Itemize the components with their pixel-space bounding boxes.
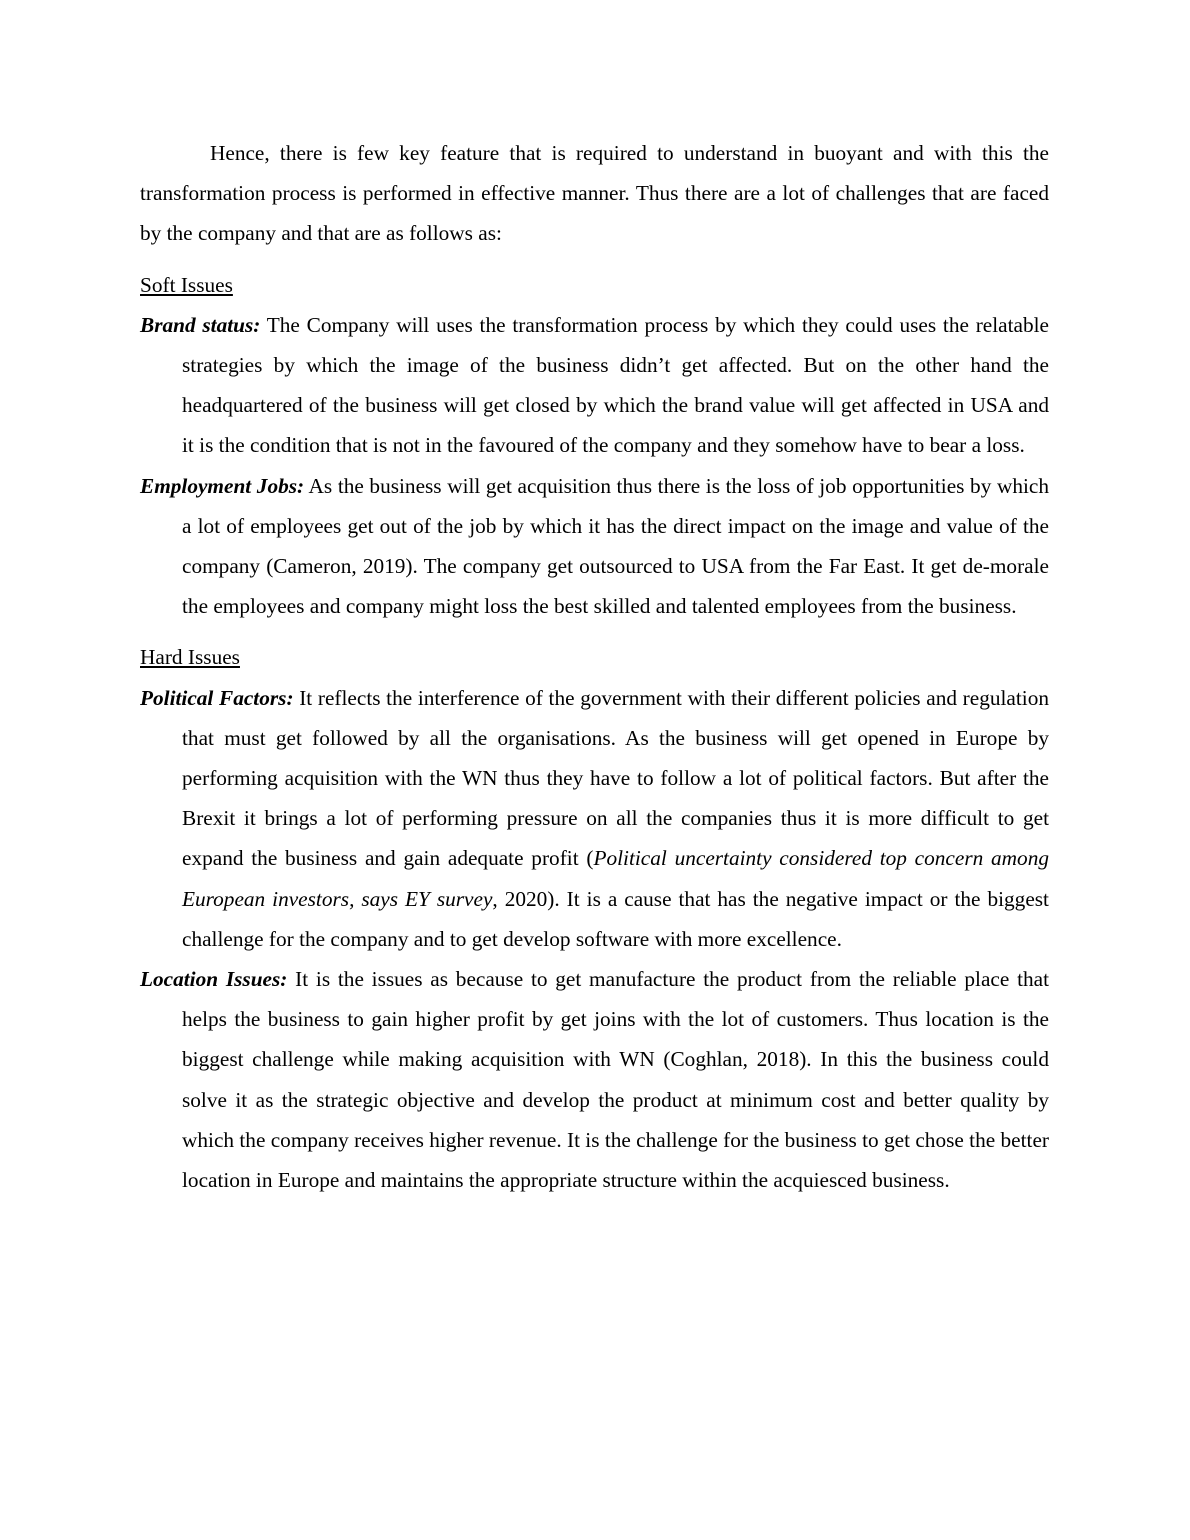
document-page <box>140 133 1049 1200</box>
location-issues-text: It is the issues as because to get manufacture the product from the reliable place that helps the business to gain higher profit by get joins with the lot of customers. Thus location is the biggest challenge while making acquisition with WN (Coghlan, 2018). In this the business could solve it as the strategic objective and develop the product at minimum cost and better quality by which the company receives higher revenue. It is the challenge for the business to get chose the better location in Europe and maintains the appropriate structure within the acquiesced business. <box>182 967 1049 1193</box>
employment-jobs-item <box>140 466 1049 627</box>
soft-issues-heading: Soft Issues <box>140 272 233 297</box>
location-issues-term: Location Issues: <box>140 967 288 992</box>
intro-paragraph: Hence, there is few key feature that is required to understand in buoyant and with this the transformation process is performed in effective manner. Thus there are a lot of challenges that are faced by the company and that are as follows as: <box>140 141 1049 246</box>
hard-issues-heading: Hard Issues <box>140 645 240 670</box>
brand-status-text: The Company will uses the transformation process by which they could uses the relatable strategies by which the image of the business didn’t get affected. But on the other hand the headquartered of the business will get closed by which the brand value will get affected in USA and it is the condition that is not in the favoured of the company and they somehow have to bear a loss. <box>182 312 1049 458</box>
employment-jobs-term: Employment Jobs: <box>140 473 305 498</box>
political-factors-item <box>140 678 1049 959</box>
brand-status-term: Brand status: <box>140 312 261 337</box>
political-factors-term: Political Factors: <box>140 685 294 710</box>
location-issues-item <box>140 959 1049 1200</box>
political-citation-title: Political uncertainty considered top concern among European investors, says EY survey <box>182 846 1049 911</box>
brand-status-item <box>140 305 1049 466</box>
employment-jobs-text: As the business will get acquisition thus there is the loss of job opportunities by which a lot of employees get out of the job by which it has the direct impact on the image and value of the company (Cameron, 2019). The company get outsourced to USA from the Far East. It get de-morale the employees and company might loss the best skilled and talented employees from the business. <box>182 473 1049 619</box>
political-factors-text-before: It reflects the interference of the government with their different policies and regulation that must get followed by all the organisations. As the business will get opened in Europe by performing acquisition with the WN thus they have to follow a lot of political factors. But after the Brexit it brings a lot of performing pressure on all the companies thus it is more difficult to get expand the business and gain adequate profit ( <box>182 685 1049 871</box>
political-factors-text-after: , 2020). It is a cause that has the negative impact or the biggest challenge for the company and to get develop software with more excellence. <box>182 886 1049 951</box>
